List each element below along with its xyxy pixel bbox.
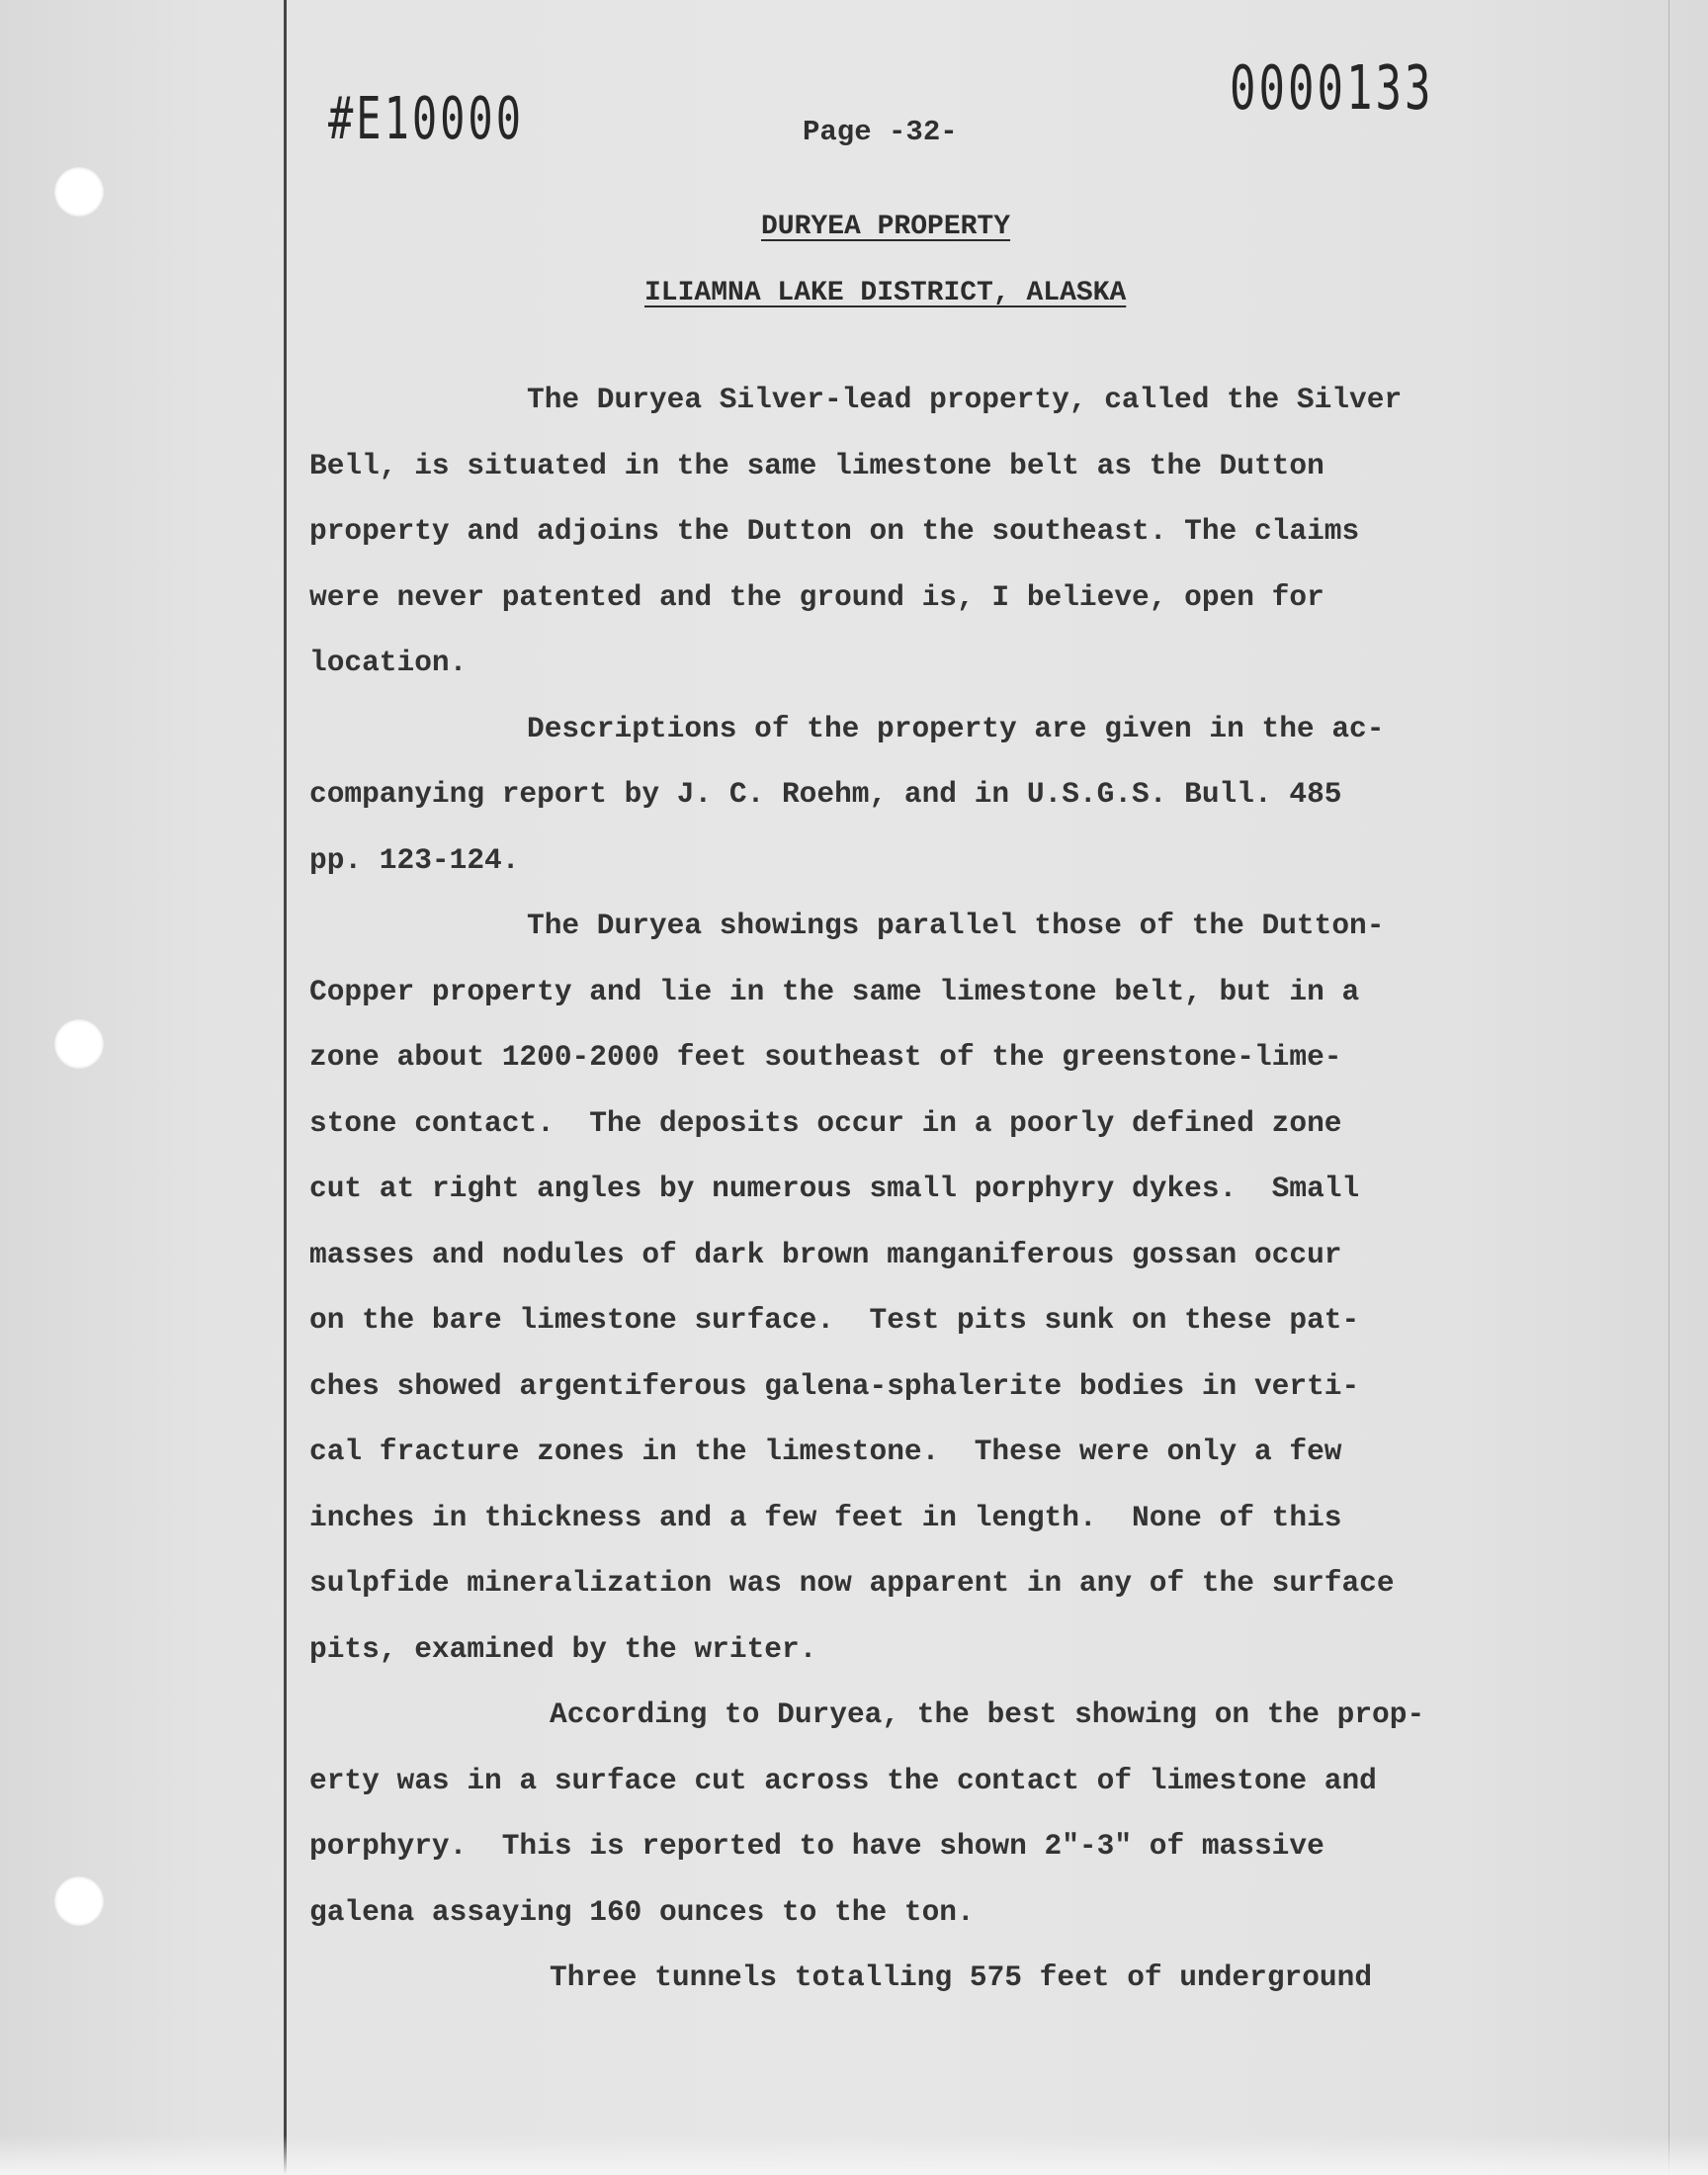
text-line: property and adjoins the Dutton on the southeast. The claims: [309, 514, 1360, 548]
text-line: ches showed argentiferous galena-sphalerite bodies in verti-: [309, 1368, 1360, 1403]
text-line: The Duryea Silver-lead property, called the Silver: [527, 383, 1403, 416]
stamp-number-right: 0000133: [1230, 52, 1434, 125]
text-line: Descriptions of the property are given in the ac-: [527, 711, 1385, 745]
text-line: were never patented and the ground is, I believe, open for: [309, 579, 1324, 614]
margin-rule: [284, 0, 287, 2175]
stamp-number-left: #E10000: [328, 84, 525, 152]
text-line: location.: [309, 646, 468, 679]
text-line: galena assaying 160 ounces to the ton.: [309, 1894, 975, 1929]
punch-hole-middle: [54, 1019, 104, 1069]
text-line: pits, examined by the writer.: [309, 1631, 817, 1666]
text-line: pp. 123-124.: [309, 842, 520, 877]
page-edge: [1668, 0, 1669, 2175]
punch-hole-top: [54, 167, 104, 217]
text-line: The Duryea showings parallel those of the Dutton-: [527, 909, 1385, 942]
text-line: on the bare limestone surface. Test pits sunk on these pat-: [309, 1303, 1360, 1337]
text-line: erty was in a surface cut across the contact of limestone and: [309, 1763, 1377, 1797]
text-line: According to Duryea, the best showing on the prop-: [550, 1697, 1425, 1731]
text-line: Three tunnels totalling 575 feet of underground: [550, 1960, 1373, 1994]
text-line: porphyry. This is reported to have shown 2"-3" of massive: [309, 1829, 1324, 1863]
document-title: DURYEA PROPERTY: [761, 212, 1011, 242]
text-line: stone contact. The deposits occur in a poorly defined zone: [309, 1105, 1342, 1140]
text-line: zone about 1200-2000 feet southeast of the greenstone-lime-: [309, 1040, 1342, 1074]
page-number: Page -32-: [803, 116, 958, 148]
text-line: sulpfide mineralization was now apparent in any of the surface: [309, 1566, 1395, 1600]
document-subtitle: ILIAMNA LAKE DISTRICT, ALASKA: [644, 278, 1127, 308]
text-line: cal fracture zones in the limestone. These were only a few: [309, 1435, 1342, 1468]
text-line: Copper property and lie in the same limestone belt, but in a: [309, 974, 1360, 1008]
text-line: masses and nodules of dark brown manganiferous gossan occur: [309, 1237, 1342, 1271]
text-line: Bell, is situated in the same limestone belt as the Dutton: [309, 448, 1324, 482]
text-line: inches in thickness and a few feet in length. None of this: [309, 1500, 1342, 1534]
text-line: cut at right angles by numerous small porphyry dykes. Small: [309, 1172, 1360, 1205]
punch-hole-bottom: [54, 1876, 104, 1926]
text-line: companying report by J. C. Roehm, and in U.S.G.S. Bull. 485: [309, 777, 1342, 811]
body-text: [309, 367, 1555, 2011]
